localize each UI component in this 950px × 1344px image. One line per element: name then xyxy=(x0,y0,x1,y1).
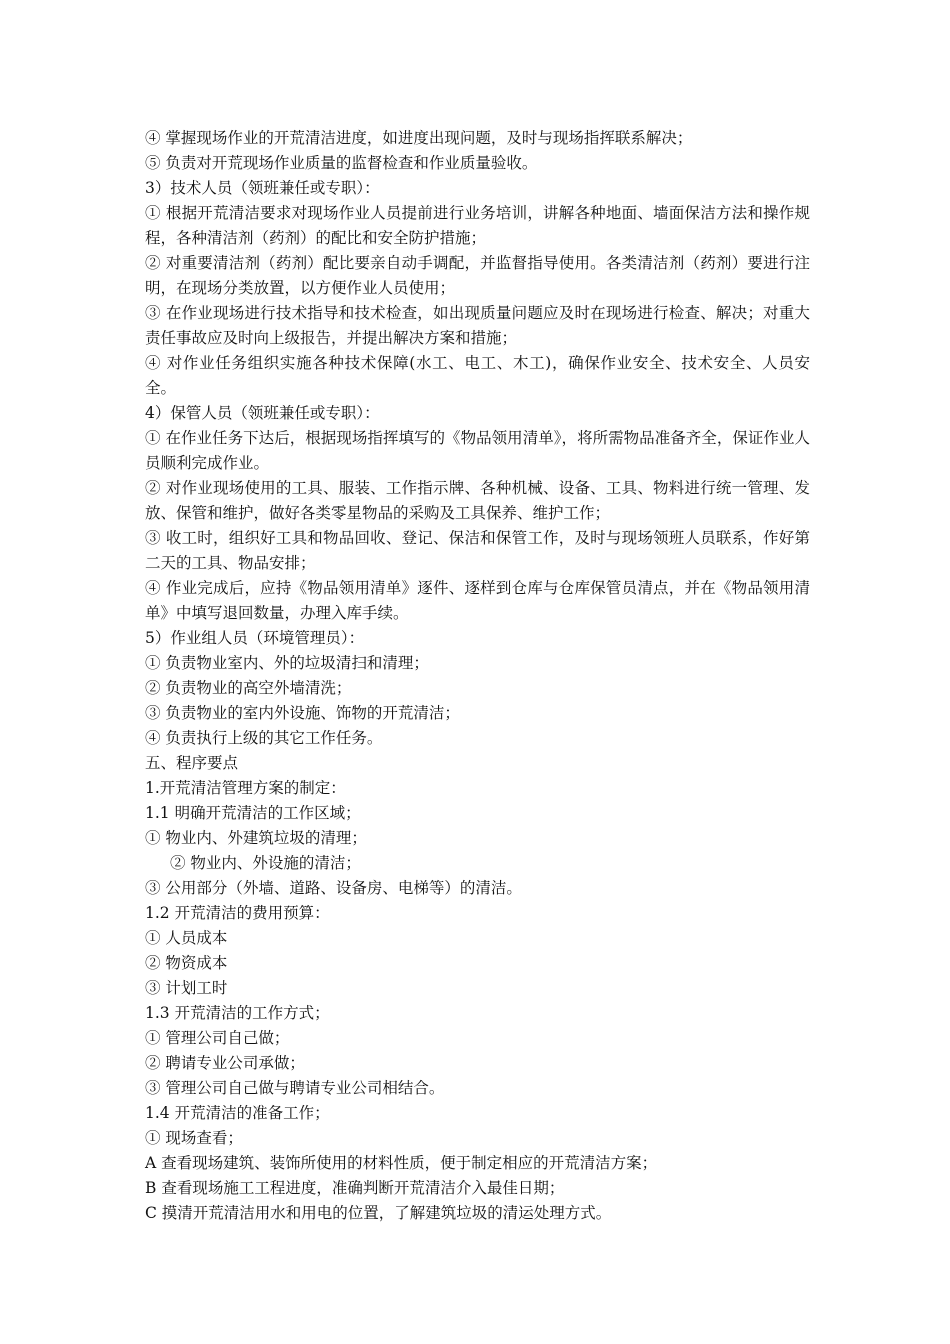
paragraph: ④ 作业完成后，应持《物品领用清单》逐件、逐样到仓库与仓库保管员清点，并在《物品领用清单》中填写退回数量，办理入库手续。 xyxy=(145,579,810,622)
paragraph: ① 负责物业室内、外的垃圾清扫和清理； xyxy=(145,654,429,672)
subsection-heading: 1.1 明确开荒清洁的工作区域； xyxy=(145,804,361,822)
list-item: ① 管理公司自己做； xyxy=(145,1029,290,1047)
section-heading: 5）作业组人员（环境管理员）： xyxy=(145,629,365,647)
document-body xyxy=(145,126,810,1226)
list-item: ③ 计划工时 xyxy=(145,979,228,997)
paragraph: ② 负责物业的高空外墙清洗； xyxy=(145,679,352,697)
list-item: ② 物资成本 xyxy=(145,954,228,972)
paragraph: ④ 负责执行上级的其它工作任务。 xyxy=(145,729,383,747)
list-item: A 查看现场建筑、装饰所使用的材料性质，便于制定相应的开荒清洁方案； xyxy=(145,1154,658,1172)
paragraph: ① 在作业任务下达后，根据现场指挥填写的《物品领用清单》，将所需物品准备齐全，保证作业人员顺利完成作业。 xyxy=(145,429,810,472)
list-item: ② 聘请专业公司承做； xyxy=(145,1054,305,1072)
list-item: ① 现场查看； xyxy=(145,1129,243,1147)
section-heading: 3）技术人员（领班兼任或专职）： xyxy=(145,179,380,197)
list-item: B 查看现场施工工程进度，准确判断开荒清洁介入最佳日期； xyxy=(145,1179,565,1197)
chapter-heading: 五、程序要点 xyxy=(145,754,239,772)
paragraph: ⑤ 负责对开荒现场作业质量的监督检查和作业质量验收。 xyxy=(145,154,538,172)
section-heading: 4）保管人员（领班兼任或专职）： xyxy=(145,404,380,422)
list-item: ③ 公用部分（外墙、道路、设备房、电梯等）的清洁。 xyxy=(145,879,522,897)
paragraph: ③ 负责物业的室内外设施、饰物的开荒清洁； xyxy=(145,704,460,722)
paragraph: ③ 在作业现场进行技术指导和技术检查，如出现质量问题应及时在现场进行检查、解决；对重大责任事故应及时向上级报告，并提出解决方案和措施； xyxy=(145,304,810,347)
section-heading: 1.开荒清洁管理方案的制定： xyxy=(145,779,346,797)
paragraph: ④ 掌握现场作业的开荒清洁进度，如进度出现问题，及时与现场指挥联系解决； xyxy=(145,129,693,147)
paragraph: ① 根据开荒清洁要求对现场作业人员提前进行业务培训，讲解各种地面、墙面保洁方法和操作规程，各种清洁剂（药剂）的配比和安全防护措施； xyxy=(145,204,810,247)
paragraph: ② 对作业现场使用的工具、服装、工作指示牌、各种机械、设备、工具、物料进行统一管理、发放、保管和维护，做好各类零星物品的采购及工具保养、维护工作； xyxy=(145,479,810,522)
paragraph: ④ 对作业任务组织实施各种技术保障(水工、电工、木工)，确保作业安全、技术安全、人员安全。 xyxy=(145,354,810,397)
subsection-heading: 1.2 开荒清洁的费用预算： xyxy=(145,904,330,922)
subsection-heading: 1.4 开荒清洁的准备工作； xyxy=(145,1104,330,1122)
list-item: ① 人员成本 xyxy=(145,929,228,947)
paragraph: ③ 收工时，组织好工具和物品回收、登记、保洁和保管工作，及时与现场领班人员联系，作好第二天的工具、物品安排； xyxy=(145,529,810,572)
paragraph: ② 对重要清洁剂（药剂）配比要亲自动手调配，并监督指导使用。各类清洁剂（药剂）要进行注明，在现场分类放置，以方便作业人员使用； xyxy=(145,254,810,297)
subsection-heading: 1.3 开荒清洁的工作方式； xyxy=(145,1004,330,1022)
list-item: C 摸清开荒清洁用水和用电的位置，了解建筑垃圾的清运处理方式。 xyxy=(145,1204,612,1222)
list-item: ① 物业内、外建筑垃圾的清理； xyxy=(145,829,367,847)
list-item: ③ 管理公司自己做与聘请专业公司相结合。 xyxy=(145,1079,445,1097)
list-item: ② 物业内、外设施的清洁； xyxy=(170,854,361,872)
